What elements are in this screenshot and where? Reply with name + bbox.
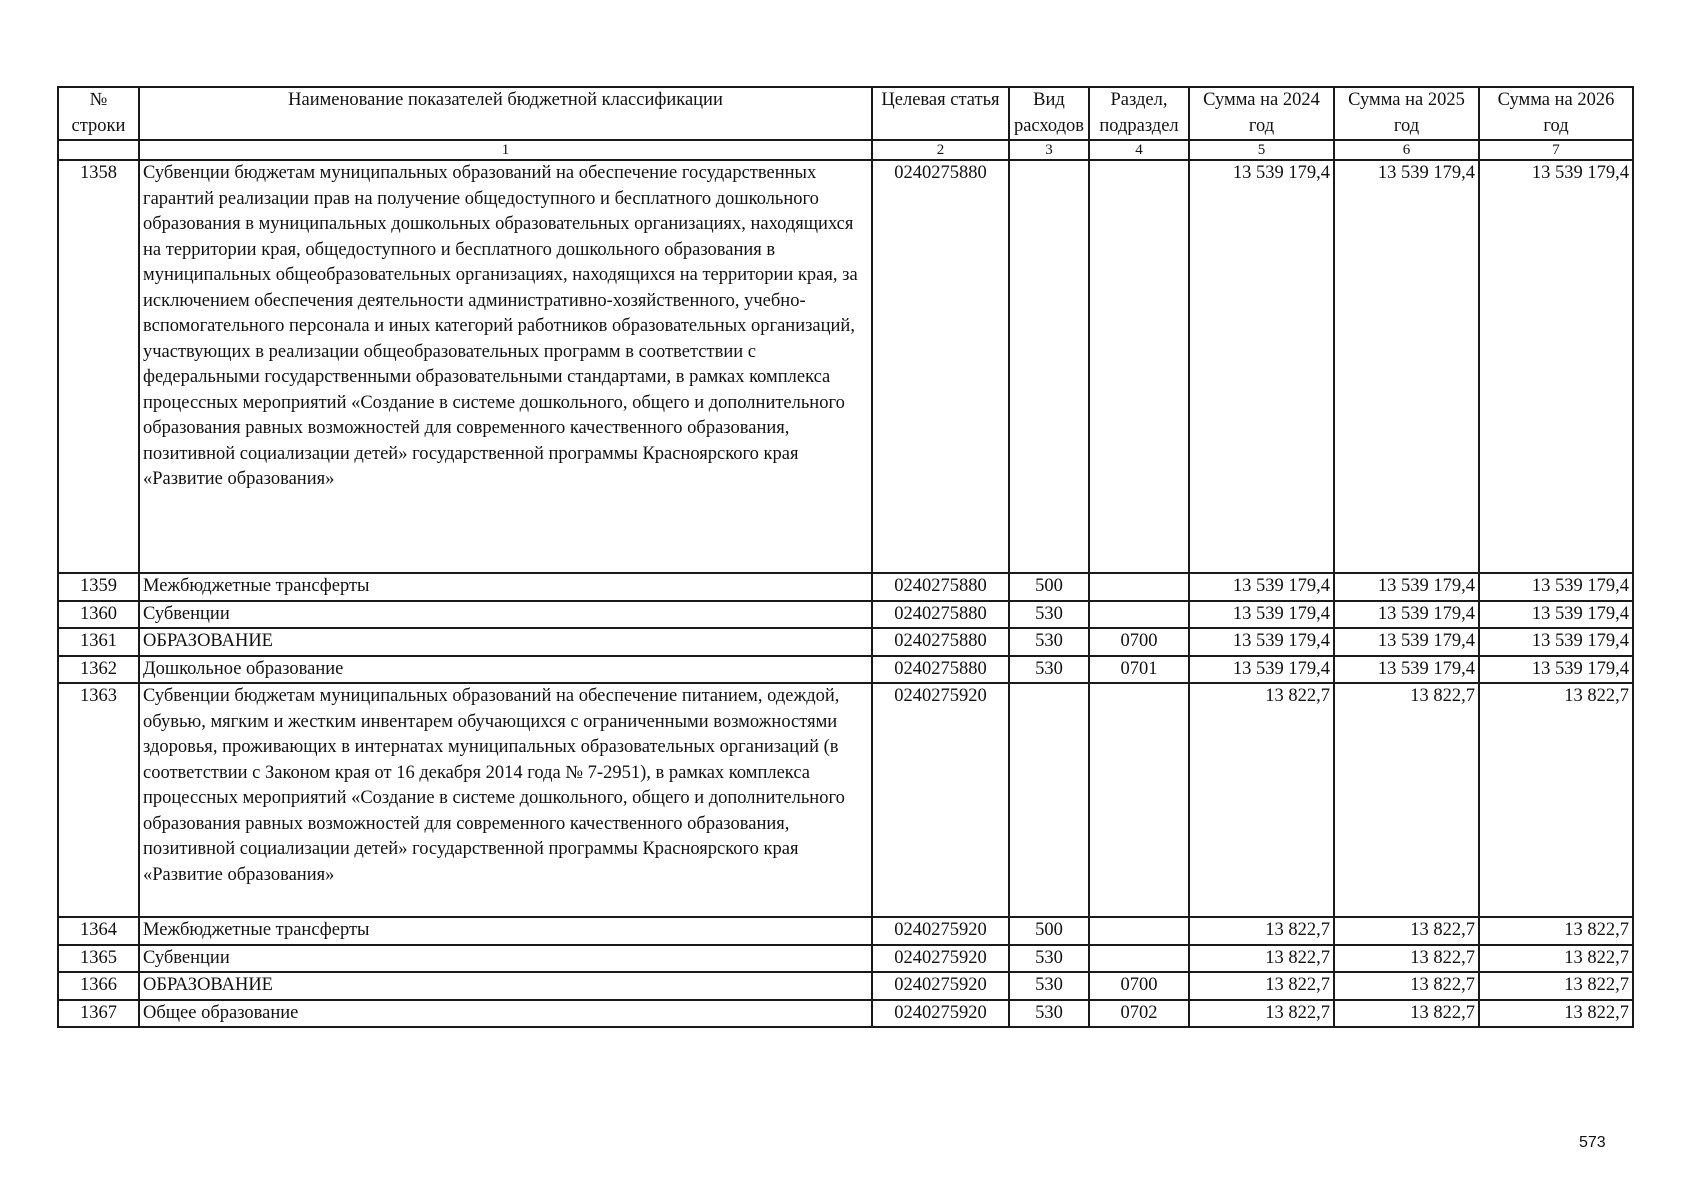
row-target-code: 0240275920 (872, 1000, 1009, 1028)
row-number: 1364 (58, 917, 139, 945)
row-sum-2026: 13 539 179,4 (1479, 628, 1633, 656)
row-sum-2024: 13 822,7 (1189, 917, 1334, 945)
row-number: 1365 (58, 945, 139, 973)
row-target-code: 0240275920 (872, 683, 1009, 917)
row-number: 1359 (58, 573, 139, 601)
table-row (58, 601, 1633, 629)
row-sum-2025: 13 539 179,4 (1334, 656, 1479, 684)
row-sum-2026: 13 539 179,4 (1479, 160, 1633, 573)
table-row (58, 972, 1633, 1000)
row-sum-2025: 13 539 179,4 (1334, 628, 1479, 656)
row-name: Межбюджетные трансферты (139, 573, 872, 601)
row-number: 1362 (58, 656, 139, 684)
colnum-cell: 6 (1334, 140, 1479, 160)
row-name: Субвенции бюджетам муниципальных образований на обеспечение питанием, одеждой, обувью, мягким и жестким инвентарем обучающихся с ограниченными возможностями здоровья, проживающих в интернатах муниципальных образовательных организаций (в соответствии с Законом края от 16 декабря 2014 года № 7-2951), в рамках комплекса процессных мероприятий «Создание в системе дошкольного, общего и дополнительного образования равных возможностей для современного качественного образования, позитивной социализации детей» государственной программы Красноярского края «Развитие образования» (139, 683, 872, 917)
row-section: 0700 (1089, 972, 1189, 1000)
row-sum-2025: 13 822,7 (1334, 683, 1479, 917)
row-expense-type: 530 (1009, 628, 1089, 656)
row-sum-2026: 13 822,7 (1479, 945, 1633, 973)
budget-table (57, 86, 1634, 1028)
row-name: ОБРАЗОВАНИЕ (139, 972, 872, 1000)
row-section (1089, 683, 1189, 917)
column-number-row (58, 140, 1633, 160)
table-row (58, 917, 1633, 945)
row-sum-2026: 13 822,7 (1479, 1000, 1633, 1028)
row-section (1089, 160, 1189, 573)
row-name: Субвенции бюджетам муниципальных образований на обеспечение государственных гарантий реализации прав на получение общедоступного и бесплатного дошкольного образования в муниципальных дошкольных образовательных организациях, находящихся на территории края, общедоступного и бесплатного дошкольного образования в муниципальных общеобразовательных организациях, находящихся на территории края, за исключением обеспечения деятельности административно-хозяйственного, учебно-вспомогательного персонала и иных категорий работников образовательных организаций, участвующих в реализации общеобразовательных программ в соответствии с федеральными государственными образовательными стандартами, в рамках комплекса процессных мероприятий «Создание в системе дошкольного, общего и дополнительного образования равных возможностей для современного качественного образования, позитивной социализации детей» государственной программы Красноярского края «Развитие образования» (139, 160, 872, 573)
row-expense-type: 530 (1009, 1000, 1089, 1028)
header-vid: Вид расходов (1009, 87, 1089, 140)
row-sum-2026: 13 822,7 (1479, 683, 1633, 917)
row-target-code: 0240275880 (872, 656, 1009, 684)
row-target-code: 0240275880 (872, 160, 1009, 573)
row-sum-2025: 13 539 179,4 (1334, 601, 1479, 629)
row-name: Субвенции (139, 945, 872, 973)
row-section (1089, 945, 1189, 973)
row-section: 0701 (1089, 656, 1189, 684)
row-expense-type: 530 (1009, 945, 1089, 973)
row-sum-2024: 13 822,7 (1189, 945, 1334, 973)
colnum-cell (58, 140, 139, 160)
row-name: ОБРАЗОВАНИЕ (139, 628, 872, 656)
header-razd: Раздел, подраздел (1089, 87, 1189, 140)
page-number: 573 (1579, 1134, 1606, 1151)
row-sum-2026: 13 539 179,4 (1479, 656, 1633, 684)
row-expense-type: 530 (1009, 601, 1089, 629)
colnum-cell: 3 (1009, 140, 1089, 160)
row-name: Дошкольное образование (139, 656, 872, 684)
header-sum-2025: Сумма на 2025 год (1334, 87, 1479, 140)
header-sum-2026: Сумма на 2026 год (1479, 87, 1633, 140)
row-name: Межбюджетные трансферты (139, 917, 872, 945)
table-row (58, 945, 1633, 973)
row-name: Общее образование (139, 1000, 872, 1028)
row-number: 1363 (58, 683, 139, 917)
row-expense-type: 500 (1009, 917, 1089, 945)
colnum-cell: 1 (139, 140, 872, 160)
row-sum-2024: 13 822,7 (1189, 1000, 1334, 1028)
row-sum-2026: 13 822,7 (1479, 917, 1633, 945)
row-expense-type: 530 (1009, 972, 1089, 1000)
row-sum-2025: 13 822,7 (1334, 972, 1479, 1000)
colnum-cell: 2 (872, 140, 1009, 160)
row-sum-2025: 13 822,7 (1334, 945, 1479, 973)
colnum-cell: 4 (1089, 140, 1189, 160)
row-section (1089, 601, 1189, 629)
row-sum-2024: 13 822,7 (1189, 972, 1334, 1000)
row-expense-type: 500 (1009, 573, 1089, 601)
row-sum-2026: 13 822,7 (1479, 972, 1633, 1000)
row-target-code: 0240275920 (872, 972, 1009, 1000)
row-sum-2026: 13 539 179,4 (1479, 573, 1633, 601)
row-section (1089, 573, 1189, 601)
row-sum-2024: 13 539 179,4 (1189, 656, 1334, 684)
row-target-code: 0240275920 (872, 917, 1009, 945)
header-num: № строки (58, 87, 139, 140)
row-section (1089, 917, 1189, 945)
table-row (58, 160, 1633, 573)
row-sum-2025: 13 539 179,4 (1334, 160, 1479, 573)
row-sum-2024: 13 539 179,4 (1189, 601, 1334, 629)
row-target-code: 0240275880 (872, 601, 1009, 629)
table-row (58, 683, 1633, 917)
table-row (58, 628, 1633, 656)
colnum-cell: 5 (1189, 140, 1334, 160)
row-sum-2024: 13 539 179,4 (1189, 628, 1334, 656)
row-name: Субвенции (139, 601, 872, 629)
header-row (58, 87, 1633, 140)
colnum-cell: 7 (1479, 140, 1633, 160)
row-target-code: 0240275880 (872, 628, 1009, 656)
header-sum-2024: Сумма на 2024 год (1189, 87, 1334, 140)
row-section: 0702 (1089, 1000, 1189, 1028)
header-name: Наименование показателей бюджетной классификации (139, 87, 872, 140)
row-number: 1358 (58, 160, 139, 573)
table-row (58, 1000, 1633, 1028)
row-sum-2024: 13 539 179,4 (1189, 573, 1334, 601)
table-row (58, 573, 1633, 601)
row-number: 1366 (58, 972, 139, 1000)
row-sum-2026: 13 539 179,4 (1479, 601, 1633, 629)
row-sum-2025: 13 822,7 (1334, 1000, 1479, 1028)
row-expense-type (1009, 160, 1089, 573)
row-number: 1361 (58, 628, 139, 656)
row-number: 1367 (58, 1000, 139, 1028)
row-section: 0700 (1089, 628, 1189, 656)
header-code: Целевая статья (872, 87, 1009, 140)
row-target-code: 0240275920 (872, 945, 1009, 973)
row-sum-2025: 13 539 179,4 (1334, 573, 1479, 601)
row-sum-2024: 13 539 179,4 (1189, 160, 1334, 573)
table-row (58, 656, 1633, 684)
row-target-code: 0240275880 (872, 573, 1009, 601)
row-sum-2025: 13 822,7 (1334, 917, 1479, 945)
row-expense-type (1009, 683, 1089, 917)
row-sum-2024: 13 822,7 (1189, 683, 1334, 917)
row-number: 1360 (58, 601, 139, 629)
row-expense-type: 530 (1009, 656, 1089, 684)
